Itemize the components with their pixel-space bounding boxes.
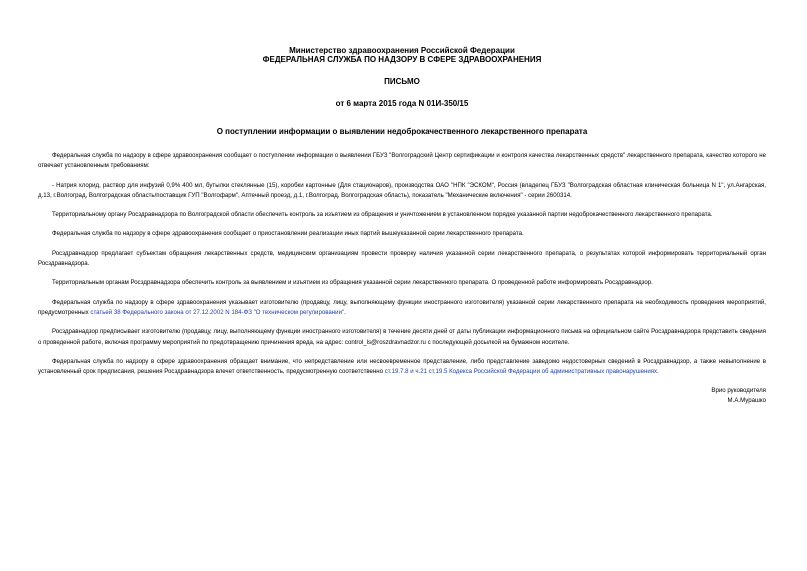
paragraph-7-text: Федеральная служба по надзору в сфере здравоохранения указывает изготовителю (продавцу, лицу, выполняющему функции иностранного изготовителя) указанной серии лекарственного препарата на необходимость проведения мероприятий, предусмотренных: [38, 298, 766, 316]
document-type: ПИСЬМО: [384, 77, 420, 86]
paragraph-9: [38, 357, 766, 378]
signature-block: [38, 386, 766, 406]
document-body: [38, 151, 766, 377]
signatory-name: М.А.Мурашко: [727, 397, 766, 405]
signatory-position: Врио руководителя: [711, 387, 766, 395]
paragraph-4: Федеральная служба по надзору в сфере здравоохранения сообщает о приостановлении реализации иных партий вышеуказанной серии лекарственного препарата.: [52, 230, 524, 238]
paragraph-9-end: .: [657, 368, 659, 376]
service-name: ФЕДЕРАЛЬНАЯ СЛУЖБА ПО НАДЗОРУ В СФЕРЕ ЗДРАВООХРАНЕНИЯ: [262, 55, 542, 64]
paragraph-1: Федеральная служба по надзору в сфере здравоохранения сообщает о поступлении информации о выявлении ГБУЗ "Волгоградский Центр сертификации и контроля качества лекарственных средств" лекарственного препарата, качество которого не отвечает установленным требованиям:: [38, 152, 766, 170]
code-article-19-7-8-link[interactable]: ст.19.7.8: [384, 368, 409, 376]
paragraph-8: Росздравнадзор предписывает изготовителю (продавцу, лицу, выполняющему функции иностранного изготовителя) в течение десяти дней от даты публикации информационного письма на официальном сайте Росздравнадзора представить сведения о проведенной работе, включая программу мероприятий по предотвращению причинения вреда, на адрес: control_ls@roszdravnadzor.ru с последующей досылкой на бумажном носителе.: [38, 328, 766, 346]
paragraph-2: - Натрия хлорид, раствор для инфузий 0,9% 400 мл, бутылки стеклянные (15), коробки картонные (Для стационаров), производства ОАО "НПК "ЭСКОМ", Россия (владелец ГБУЗ "Волгоградская областная клиническая больница N 1", ул.Ангарская, д.13, г.Волгоград, Волгоградская область/поставщик ГУП "Волгофарм", Аптечный проезд, д.1, г.Волгоград, Волгоградская область), показатель "Механические включения" - серии 2600314.: [38, 181, 766, 199]
code-article-19-5-link[interactable]: и ч.21 ст.19.5 Кодекса Российской Федерации об административных правонарушениях: [410, 368, 658, 376]
document-page: [38, 46, 766, 406]
ministry-name: Министерство здравоохранения Российской Федерации: [289, 46, 515, 55]
paragraph-5: Росздравнадзор предлагает субъектам обращения лекарственных средств, медицинским организациям провести проверку наличия указанной серии лекарственного препарата, о результатах которой информировать территориальный орган Росздравнадзора.: [38, 249, 766, 268]
document-date-number: от 6 марта 2015 года N 01И-350/15: [335, 99, 469, 108]
paragraph-6: Территориальным органам Росздравнадзора обеспечить контроль за выявлением и изъятием из обращения указанной серии лекарственного препарата. О проведенной работе информировать Росздравнадзор.: [52, 279, 653, 287]
document-subject: О поступлении информации о выявлении недоброкачественного лекарственного препарата: [216, 127, 588, 136]
paragraph-3: Территориальному органу Росздравнадзора по Волгоградской области обеспечить контроль за изъятием из обращения и уничтожением в установленном порядке указанной партии недоброкачественного лекарственного препарата.: [52, 211, 713, 219]
paragraph-7-end: .: [344, 308, 346, 316]
law-article-38-link[interactable]: статьей 38 Федерального закона от 27.12.2002 N 184-ФЗ "О техническом регулировании": [90, 308, 345, 316]
paragraph-7: [38, 298, 766, 319]
paragraph-9-text: Федеральная служба по надзору в сфере здравоохранения обращает внимание, что непредставление или несвоевременное представление, либо представление заведомо недостоверных сведений в Росздравнадзор, а также невыполнение в установленный срок предписания, решения Росздравнадзора влечет ответственность, предусмотренную соответственно: [38, 357, 766, 376]
